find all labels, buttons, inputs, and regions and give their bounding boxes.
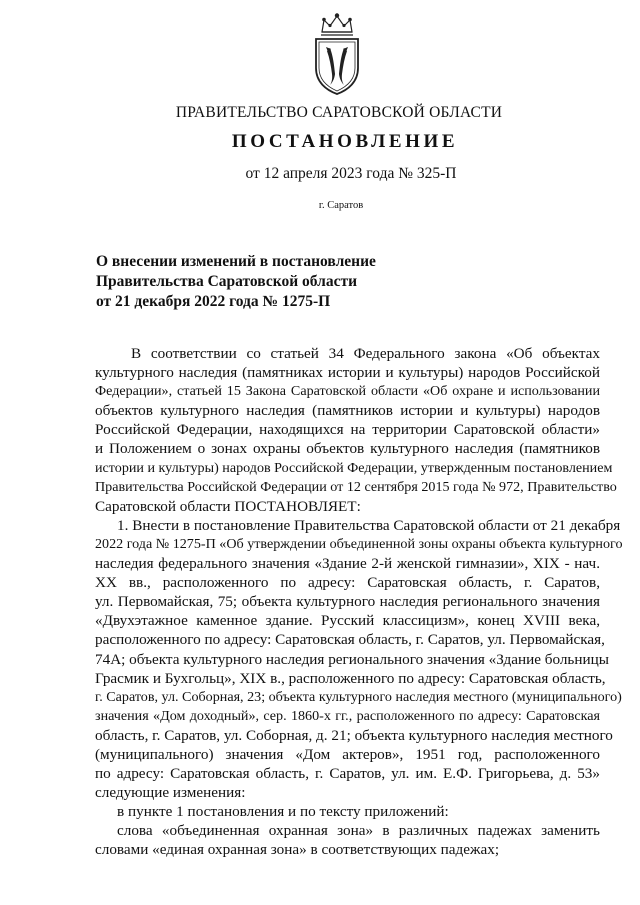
- body-line: (муниципального) значения «Дом актеров», 1951 год, расположенного: [95, 745, 600, 763]
- body-line: Саратовской области ПОСТАНОВЛЯЕТ:: [95, 497, 361, 515]
- decree-date-number: от 12 апреля 2023 года № 325-П: [245, 165, 457, 182]
- document-title: [96, 252, 376, 312]
- body-line: «Двухэтажное каменное здание. Русский классицизм», конец XVIII века,: [95, 612, 600, 630]
- city-name: г. Саратов: [318, 200, 364, 211]
- body-line: 2022 года № 1275-П «Об утверждении объединенной зоны охраны объекта культурного: [95, 535, 623, 552]
- body-line: ул. Первомайская, 75; объекта культурного наследия регионального значения: [95, 593, 600, 611]
- government-name: ПРАВИТЕЛЬСТВО САРАТОВСКОЙ ОБЛАСТИ: [175, 104, 503, 121]
- body-line: в пункте 1 постановления и по тексту приложений:: [117, 803, 449, 821]
- body-line: расположенного по адресу: Саратовская область, г. Саратов, ул. Первомайская,: [95, 631, 605, 649]
- body-line: объектов культурного наследия (памятников истории и культуры) народов: [95, 402, 600, 420]
- body-line: 74А; объекта культурного наследия регионального значения «Здание больницы: [95, 650, 609, 668]
- body-line: слова «объединенная охранная зона» в различных падежах заменить: [117, 822, 600, 840]
- body-line: следующие изменения:: [95, 784, 246, 802]
- body-line: область, г. Саратов, ул. Соборная, д. 21; объекта культурного наследия местного: [95, 726, 613, 744]
- body-line: 1. Внести в постановление Правительства Саратовской области от 21 декабря: [117, 516, 621, 534]
- document-body: [95, 344, 623, 860]
- body-line: Грасмик и Бухгольц», XIX в., расположенного по адресу: Саратовская область,: [95, 669, 606, 687]
- saratov-coat-of-arms-icon: [304, 12, 370, 96]
- body-line: значения «Дом доходный», сер. 1860-х гг., расположенного по адресу: Саратовская: [95, 707, 600, 724]
- body-line: Российской Федерации, находящихся на территории Саратовской области»: [95, 421, 600, 439]
- body-line: наследия федерального значения «Здание 2-й женской гимназии», XIX - нач.: [95, 555, 600, 573]
- body-line: Правительства Российской Федерации от 12 сентября 2015 года № 972, Правительство: [95, 478, 617, 495]
- title-line: Правительства Саратовской области: [96, 273, 357, 290]
- body-line: и Положением о зонах охраны объектов культурного наследия (памятников: [95, 440, 600, 458]
- title-line: О внесении изменений в постановление: [96, 253, 376, 270]
- body-line: культурного наследия (памятниках истории и культуры) народов Российской: [95, 364, 600, 382]
- body-line: В соответствии со статьей 34 Федерального закона «Об объектах: [131, 345, 600, 362]
- body-line: словами «единая охранная зона» в соответствующих падежах;: [95, 841, 500, 859]
- body-line: истории и культуры) народов Российской Федерации, утвержденным постановлением: [95, 459, 613, 476]
- body-line: Федерации», статьей 15 Закона Саратовской области «Об охране и использовании: [95, 383, 600, 400]
- title-line: от 21 декабря 2022 года № 1275-П: [96, 293, 331, 310]
- body-line: по адресу: Саратовская область, г. Саратов, ул. им. Е.Ф. Григорьева, д. 53»: [95, 765, 600, 783]
- body-line: г. Саратов, ул. Соборная, 23; объекта культурного наследия местного (муниципального): [95, 688, 622, 705]
- document-type: ПОСТАНОВЛЕНИЕ: [231, 131, 459, 152]
- body-line: XX вв., расположенного по адресу: Саратовская область, г. Саратов,: [95, 574, 600, 592]
